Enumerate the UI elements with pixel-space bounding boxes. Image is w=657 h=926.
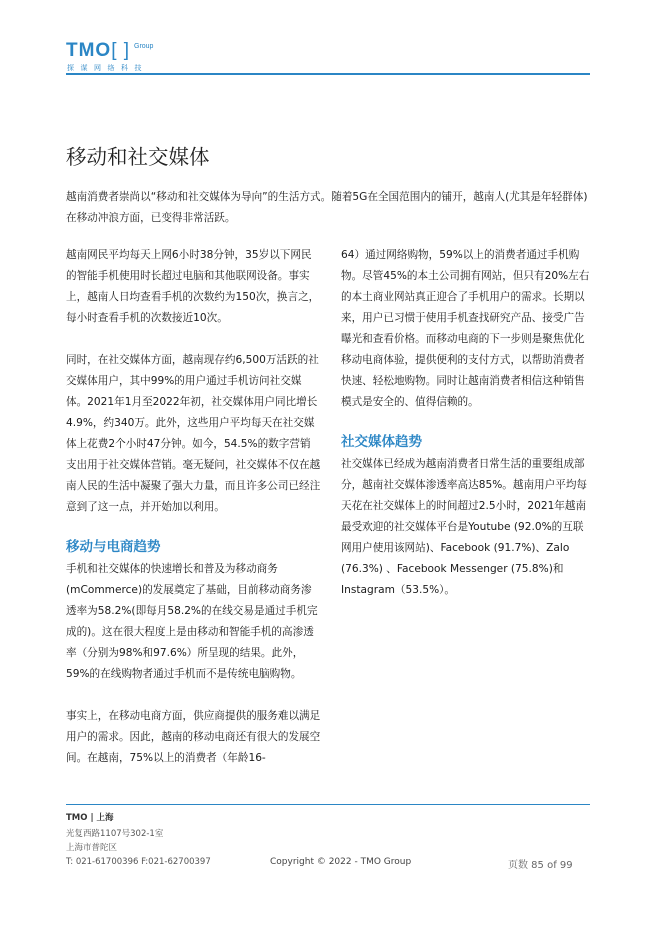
logo-subtitle: 探谋网络科技 <box>67 64 148 72</box>
left-column <box>66 245 321 769</box>
footer-company: TMO | 上海 <box>66 813 114 823</box>
logo-group-text: Group <box>134 43 154 50</box>
intro-paragraph: 越南消费者崇尚以“移动和社交媒体为导向”的生活方式。随着5G在全国范围内的铺开，越南人(尤其是年轻群体)在移动冲浪方面，已变得非常活跃。 <box>66 191 588 224</box>
logo-main-text: TMO <box>66 40 112 61</box>
section-heading-social-media: 社交媒体趋势 <box>341 434 422 450</box>
page-number: 页数 85 of 99 <box>508 860 573 871</box>
logo-wordmark <box>66 40 130 62</box>
paragraph: 社交媒体已经成为越南消费者日常生活的重要组成部分，越南社交媒体渗透率高达85%。越南用户平均每天花在社交媒体上的时间超过2.5小时，2021年越南最受欢迎的社交媒体平台是Youtube (92.0%的互联网用户使用该网站)、Facebook (91.7%)、Zalo (76.3%) 、Facebook Messenger (75.8%)和Instagram（53.5%）。 <box>341 458 588 596</box>
logo-bracket-text: [ ] <box>111 40 131 61</box>
paragraph: 手机和社交媒体的快速增长和普及为移动商务(mCommerce)的发展奠定了基础，目前移动商务渗透率为58.2%(即每月58.2%的在线交易是通过手机完成的)。这在很大程度上是由移动和智能手机的高渗透率（分别为98%和97.6%）所呈现的结果。此外，59%的在线购物者通过手机而不是传统电脑购物。 <box>66 563 318 680</box>
footer-phone: T: 021-61700396 F:021-62700397 <box>66 857 211 867</box>
footer-address-line2: 上海市普陀区 <box>66 843 118 853</box>
footer-address-line1: 光复西路1107号302-1室 <box>66 829 164 839</box>
paragraph: 事实上，在移动电商方面，供应商提供的服务难以满足用户的需求。因此，越南的移动电商还有很大的发展空间。在越南，75%以上的消费者（年龄16- <box>66 710 321 764</box>
footer-divider <box>66 804 590 805</box>
paragraph: 64）通过网络购物，59%以上的消费者通过手机购物。尽管45%的本土公司拥有网站，但只有20%左右的本土商业网站真正迎合了手机用户的需求。长期以来，用户已习惯于使用手机查找研究产品、接受广告曝光和查看价格。而移动电商的下一步则是聚焦优化移动电商体验，提供便利的支付方式，以帮助消费者快速、轻松地购物。同时让越南消费者相信这种销售模式是安全的、值得信赖的。 <box>341 249 590 408</box>
paragraph: 同时，在社交媒体方面，越南现存约6,500万活跃的社交媒体用户，其中99%的用户通过手机访问社交媒体。2021年1月至2022年初，社交媒体用户同比增长4.9%，约340万。此外，这些用户平均每天在社交媒体上花费2个小时47分钟。如今，54.5%的数字营销支出用于社交媒体营销。毫无疑问，社交媒体不仅在越南人民的生活中凝聚了强大力量，而且许多公司已经注意到了这一点，并开始加以利用。 <box>66 354 321 513</box>
footer-copyright: Copyright © 2022 - TMO Group <box>270 857 412 867</box>
right-column <box>341 245 590 601</box>
header-divider <box>66 73 590 75</box>
paragraph: 越南网民平均每天上网6小时38分钟，35岁以下网民的智能手机使用时长超过电脑和其他联网设备。事实上，越南人日均查看手机的次数约为150次，换言之，每小时查看手机的次数接近10次。 <box>66 249 320 324</box>
page-title: 移动和社交媒体 <box>66 145 210 169</box>
company-logo <box>66 40 176 74</box>
section-heading-mobile-ecommerce: 移动与电商趋势 <box>66 539 161 555</box>
